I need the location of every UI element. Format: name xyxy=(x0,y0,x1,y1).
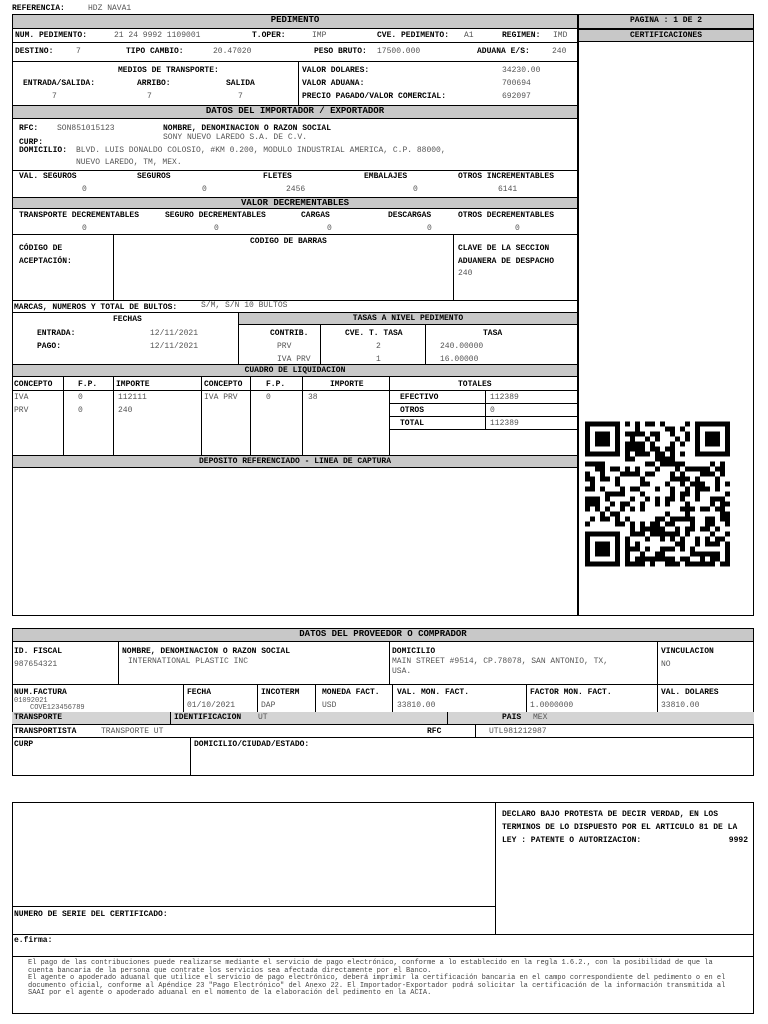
incoterm-value: DAP xyxy=(261,701,276,710)
totales-otros-value: 0 xyxy=(490,406,495,415)
valor-dolares-value: 34230.00 xyxy=(502,66,541,75)
tipo-cambio-value: 20.47020 xyxy=(213,47,252,56)
transporte-rfc-label: RFC xyxy=(427,727,442,736)
id-fiscal-value: 987654321 xyxy=(14,660,58,669)
codigo-aceptacion-label-2: ACEPTACIÓN: xyxy=(19,257,72,266)
incr-header-0: VAL. SEGUROS xyxy=(19,172,77,181)
liq-mid-0-concepto: IVA PRV xyxy=(204,393,238,402)
prov-domicilio-value-1: MAIN STREET #9514, CP.78078, SAN ANTONIO, TX, xyxy=(392,657,609,666)
vinculacion-value: NO xyxy=(661,660,671,669)
decr-header-2: CARGAS xyxy=(301,211,330,220)
liq-header-importe-2: IMPORTE xyxy=(330,380,364,389)
nombre-label: NOMBRE, DENOMINACION O RAZON SOCIAL xyxy=(163,124,332,133)
transporte-label: TRANSPORTE xyxy=(14,713,63,722)
arribo-label: ARRIBO: xyxy=(137,79,171,88)
val-mon-value: 33810.00 xyxy=(397,701,436,710)
marcas-value: S/M, S/N 10 BULTOS xyxy=(201,301,288,310)
tasas-row-1-tasa: 16.00000 xyxy=(440,355,479,364)
pago-value: 12/11/2021 xyxy=(150,342,199,351)
factor-value: 1.0000000 xyxy=(530,701,574,710)
peso-bruto-label: PESO BRUTO: xyxy=(314,47,367,56)
referencia-label: REFERENCIA: xyxy=(12,4,65,13)
liq-left-1-importe: 240 xyxy=(118,406,133,415)
rfc-value: SON851015123 xyxy=(57,124,115,133)
liq-left-1-fp: 0 xyxy=(78,406,83,415)
val-dolares-label: VAL. DOLARES xyxy=(661,688,719,697)
liq-header-fp-2: F.P. xyxy=(266,380,286,389)
peso-bruto-value: 17500.000 xyxy=(377,47,421,56)
val-dolares-value: 33810.00 xyxy=(661,701,700,710)
qr-code-icon xyxy=(585,420,730,568)
tasas-header-cve: CVE. T. TASA xyxy=(345,329,403,338)
declaro-text xyxy=(502,808,748,847)
totales-total-value: 112389 xyxy=(490,419,519,428)
valor-dolares-label: VALOR DOLARES: xyxy=(302,66,370,75)
patente-value: 9992 xyxy=(728,836,748,845)
prov-domicilio-value-2: USA. xyxy=(392,667,412,676)
salida-value: 7 xyxy=(238,92,243,101)
prov-domicilio-label: DOMICILIO xyxy=(392,647,436,656)
regimen-value: IMD xyxy=(553,31,568,40)
fecha-factura-value: 01/10/2021 xyxy=(187,701,236,710)
tasas-header-tasa: TASA xyxy=(483,329,503,338)
moneda-value: USD xyxy=(322,701,337,710)
liquidacion-title: CUADRO DE LIQUIDACION xyxy=(12,364,578,377)
liq-mid-0-importe: 38 xyxy=(308,393,318,402)
efirma-label: e.firma: xyxy=(14,936,53,945)
liq-header-concepto: CONCEPTO xyxy=(14,380,53,389)
clave-seccion-value: 240 xyxy=(458,269,473,278)
marcas-label: MARCAS, NUMEROS Y TOTAL DE BULTOS: xyxy=(14,303,178,312)
transportista-value: TRANSPORTE UT xyxy=(101,727,164,736)
referencia-value: HDZ NAVA1 xyxy=(88,4,132,13)
rfc-label: RFC: xyxy=(19,124,39,133)
destino-value: 7 xyxy=(76,47,81,56)
pago-label: PAGO: xyxy=(37,342,62,351)
incr-header-3: EMBALAJES xyxy=(364,172,408,181)
domicilio-label: DOMICILIO: xyxy=(19,146,68,155)
precio-value: 692097 xyxy=(502,92,531,101)
incr-header-2: FLETES xyxy=(263,172,292,181)
tasas-row-0-contrib: PRV xyxy=(277,342,292,351)
incr-value-3: 0 xyxy=(413,185,418,194)
num-factura-value-2: COVE123456789 xyxy=(30,704,85,712)
incr-value-0: 0 xyxy=(82,185,87,194)
clave-seccion-label-2: ADUANERA DE DESPACHO xyxy=(458,257,555,266)
decr-header-1: SEGURO DECREMENTABLES xyxy=(165,211,266,220)
num-pedimento-label: NUM. PEDIMENTO: xyxy=(15,31,88,40)
prov-nombre-label: NOMBRE, DENOMINACION O RAZON SOCIAL xyxy=(122,647,291,656)
aduana-label: ADUANA E/S: xyxy=(477,47,530,56)
precio-label: PRECIO PAGADO/VALOR COMERCIAL: xyxy=(302,92,447,101)
salida-label: SALIDA xyxy=(226,79,255,88)
decr-header-3: DESCARGAS xyxy=(388,211,432,220)
identificacion-value: UT xyxy=(258,713,268,722)
clave-seccion-label-1: CLAVE DE LA SECCION xyxy=(458,244,550,253)
liq-left-1-concepto: PRV xyxy=(14,406,29,415)
incr-value-4: 6141 xyxy=(498,185,518,194)
incr-value-1: 0 xyxy=(202,185,207,194)
pais-label: PAIS xyxy=(502,713,522,722)
valor-aduana-value: 700694 xyxy=(502,79,531,88)
entrada-salida-label: ENTRADA/SALIDA: xyxy=(23,79,96,88)
decr-value-3: 0 xyxy=(427,224,432,233)
num-factura-value-1: 01092021 xyxy=(14,697,48,705)
liq-mid-0-fp: 0 xyxy=(266,393,271,402)
valor-aduana-label: VALOR ADUANA: xyxy=(302,79,365,88)
footer-paragraph-1: El pago de las contribuciones puede realizarse mediante el servicio de pago electrónico, conforme a lo establecido en la regla 1.6.2., con la posibilidad de que la cuenta bancaria de la persona que contrate los servicios sea afectada directamente por el Banco. xyxy=(28,959,713,975)
t-oper-label: T.OPER: xyxy=(252,31,286,40)
id-fiscal-label: ID. FISCAL xyxy=(14,647,63,656)
totales-total-label: TOTAL xyxy=(400,419,425,428)
decrementables-title: VALOR DECREMENTABLES xyxy=(12,197,578,209)
pedimento-title: PEDIMENTO xyxy=(12,14,578,29)
incr-header-4: OTROS INCREMENTABLES xyxy=(458,172,555,181)
declaro-statement: DECLARO BAJO PROTESTA DE DECIR VERDAD, EN LOS TERMINOS DE LO DISPUESTO POR EL ARTICULO 81 DE LA LEY : PATENTE O AUTORIZACION: xyxy=(502,810,738,845)
liq-header-totales: TOTALES xyxy=(458,380,492,389)
factor-label: FACTOR MON. FACT. xyxy=(530,688,612,697)
medios-label: MEDIOS DE TRANSPORTE: xyxy=(118,66,219,75)
tasas-row-0-cve: 2 xyxy=(376,342,381,351)
decr-value-0: 0 xyxy=(82,224,87,233)
totales-efectivo-value: 112389 xyxy=(490,393,519,402)
aduana-value: 240 xyxy=(552,47,567,56)
liq-header-fp: F.P. xyxy=(78,380,98,389)
totales-efectivo-label: EFECTIVO xyxy=(400,393,439,402)
footer-text xyxy=(28,960,742,998)
moneda-label: MONEDA FACT. xyxy=(322,688,380,697)
tasas-row-1-cve: 1 xyxy=(376,355,381,364)
tasas-row-0-tasa: 240.00000 xyxy=(440,342,484,351)
incr-header-1: SEGUROS xyxy=(137,172,171,181)
tasas-header-contrib: CONTRIB. xyxy=(270,329,309,338)
liq-header-importe: IMPORTE xyxy=(116,380,150,389)
deposito-title: DEPOSITO REFERENCIADO - LINEA DE CAPTURA xyxy=(12,455,578,468)
pais-value: MEX xyxy=(533,713,548,722)
transporte-rfc-value: UTL981212987 xyxy=(489,727,547,736)
entrada-value: 12/11/2021 xyxy=(150,329,199,338)
prov-nombre-value: INTERNATIONAL PLASTIC INC xyxy=(128,657,249,666)
transporte-curp-label: CURP xyxy=(14,740,34,749)
cve-pedimento-label: CVE. PEDIMENTO: xyxy=(377,31,450,40)
codigo-aceptacion-label-1: CÓDIGO DE xyxy=(19,244,63,253)
proveedor-title: DATOS DEL PROVEEDOR O COMPRADOR xyxy=(12,628,754,642)
cve-pedimento-value: A1 xyxy=(464,31,474,40)
codigo-barras-label: CODIGO DE BARRAS xyxy=(250,237,327,246)
entrada-label: ENTRADA: xyxy=(37,329,76,338)
footer-paragraph-2: El agente o apoderado aduanal que utilice el servicio de pago electrónico, deberá imprimir la certificación bancaria en el campo correspondiente del pedimento o en el documento oficial, conforme al Apéndice 23 "Pago Electrónico" del Anexo 22. El Importador-Exportador podrá solicitar la certificación de la información transmitida al SAAI por el agente o apoderado aduanal en el momento de la elaboración del pedimento en la ACIA. xyxy=(28,974,726,997)
vinculacion-label: VINCULACION xyxy=(661,647,714,656)
val-mon-label: VAL. MON. FACT. xyxy=(397,688,470,697)
arribo-value: 7 xyxy=(147,92,152,101)
t-oper-value: IMP xyxy=(312,31,327,40)
decr-header-0: TRANSPORTE DECREMENTABLES xyxy=(19,211,140,220)
domicilio-line1: BLVD. LUIS DONALDO COLOSIO, #KM 0.200, MODULO INDUSTRIAL AMERICA, C.P. 88000, xyxy=(76,146,446,155)
fechas-title: FECHAS xyxy=(113,315,142,324)
nombre-value: SONY NUEVO LAREDO S.A. DE C.V. xyxy=(163,133,308,142)
totales-otros-label: OTROS xyxy=(400,406,425,415)
liq-header-concepto-2: CONCEPTO xyxy=(204,380,243,389)
num-pedimento-value: 21 24 9992 1109001 xyxy=(114,31,201,40)
destino-label: DESTINO: xyxy=(15,47,54,56)
tipo-cambio-label: TIPO CAMBIO: xyxy=(126,47,184,56)
liq-left-0-concepto: IVA xyxy=(14,393,29,402)
tasas-title: TASAS A NIVEL PEDIMENTO xyxy=(238,312,578,325)
incr-value-2: 2456 xyxy=(286,185,306,194)
liq-left-0-fp: 0 xyxy=(78,393,83,402)
certificaciones-title: CERTIFICACIONES xyxy=(578,29,754,42)
pagina-label: PAGINA : 1 DE 2 xyxy=(578,14,754,29)
decr-value-2: 0 xyxy=(327,224,332,233)
transportista-label: TRANSPORTISTA xyxy=(14,727,77,736)
decr-value-4: 0 xyxy=(515,224,520,233)
decr-value-1: 0 xyxy=(214,224,219,233)
incoterm-label: INCOTERM xyxy=(261,688,300,697)
entrada-salida-value: 7 xyxy=(52,92,57,101)
serie-certificado-label: NUMERO DE SERIE DEL CERTIFICADO: xyxy=(14,910,168,919)
regimen-label: REGIMEN: xyxy=(502,31,541,40)
transporte-domicilio-label: DOMICILIO/CIUDAD/ESTADO: xyxy=(194,740,310,749)
curp-label: CURP: xyxy=(19,138,44,147)
liq-left-0-importe: 112111 xyxy=(118,393,147,402)
num-factura-label: NUM.FACTURA xyxy=(14,688,67,697)
identificacion-label: IDENTIFICACION xyxy=(174,713,242,722)
importador-title: DATOS DEL IMPORTADOR / EXPORTADOR xyxy=(12,105,578,119)
decr-header-4: OTROS DECREMENTABLES xyxy=(458,211,555,220)
domicilio-line2: NUEVO LAREDO, TM, MEX. xyxy=(76,158,182,167)
tasas-row-1-contrib: IVA PRV xyxy=(277,355,311,364)
fecha-factura-label: FECHA xyxy=(187,688,212,697)
